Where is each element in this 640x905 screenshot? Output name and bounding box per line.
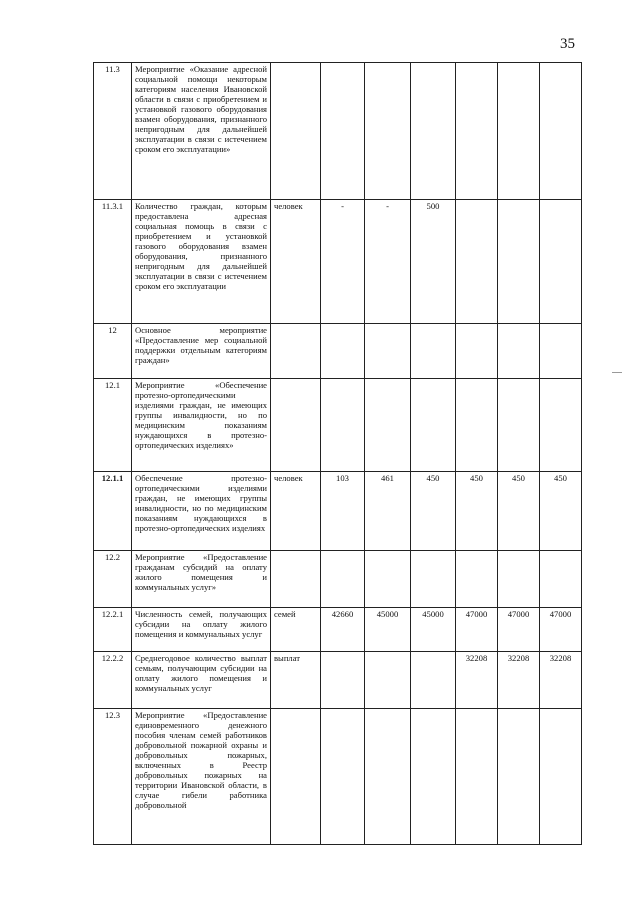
row-value <box>456 379 498 472</box>
row-description: Мероприятие «Обеспечение протезно-ортопедическими изделиями граждан, не имеющих группы инвалидности, но по медицинским показаниям нуждающихся в протезно-ортопедических изделиях» <box>132 379 271 472</box>
row-unit <box>271 379 321 472</box>
row-value <box>365 551 411 608</box>
row-value <box>365 709 411 845</box>
row-description: Среднегодовое количество выплат семьям, получающим субсидии на оплату жилого помещения и коммунальных услуг <box>132 652 271 709</box>
row-description: Мероприятие «Предоставление гражданам субсидий на оплату жилого помещения и коммунальных услуг» <box>132 551 271 608</box>
row-unit: семей <box>271 608 321 652</box>
row-value <box>321 379 365 472</box>
row-value <box>321 709 365 845</box>
page-number: 35 <box>560 36 575 52</box>
row-value: 47000 <box>498 608 540 652</box>
row-unit: человек <box>271 200 321 324</box>
row-description: Численность семей, получающих субсидии на оплату жилого помещения и коммунальных услуг <box>132 608 271 652</box>
row-description: Обеспечение протезно-ортопедическими изделиями граждан, не имеющих группы инвалидности, но по медицинским показаниям нуждающихся в протезно-ортопедических изделиях <box>132 472 271 551</box>
margin-mark <box>612 372 622 373</box>
row-value <box>365 324 411 379</box>
table-row <box>94 324 582 379</box>
row-value <box>540 63 582 200</box>
indicators-table <box>93 62 582 845</box>
row-value <box>498 379 540 472</box>
row-value <box>411 63 456 200</box>
row-value: - <box>365 200 411 324</box>
row-value <box>411 709 456 845</box>
row-description: Количество граждан, которым предоставлена адресная социальная помощь в связи с приобретением и установкой газового оборудования взамен оборудования, признанного непригодным для дальнейшей эксплуатации в связи с истечением сроком его эксплуатации <box>132 200 271 324</box>
row-value <box>540 324 582 379</box>
row-unit <box>271 324 321 379</box>
row-value <box>498 709 540 845</box>
row-value <box>456 63 498 200</box>
row-value <box>411 324 456 379</box>
row-number: 12 <box>94 324 132 379</box>
row-value <box>540 379 582 472</box>
row-unit: выплат <box>271 652 321 709</box>
row-value: - <box>321 200 365 324</box>
table-row <box>94 551 582 608</box>
row-description: Мероприятие «Оказание адресной социальной помощи некоторым категориям населения Ивановской области в связи с приобретением и установкой газового оборудования взамен оборудования, признанного непригодным для дальнейшей эксплуатации в связи с истечением сроком его эксплуатации» <box>132 63 271 200</box>
row-value <box>365 652 411 709</box>
table-row <box>94 379 582 472</box>
row-value <box>540 709 582 845</box>
row-value <box>456 324 498 379</box>
row-unit <box>271 709 321 845</box>
row-value <box>498 200 540 324</box>
row-number: 12.2 <box>94 551 132 608</box>
row-value: 47000 <box>456 608 498 652</box>
row-value: 461 <box>365 472 411 551</box>
row-number: 12.1.1 <box>94 472 132 551</box>
row-value: 45000 <box>411 608 456 652</box>
row-value: 450 <box>498 472 540 551</box>
row-unit <box>271 551 321 608</box>
row-unit <box>271 63 321 200</box>
row-value: 500 <box>411 200 456 324</box>
row-number: 12.2.1 <box>94 608 132 652</box>
row-value: 32208 <box>456 652 498 709</box>
table-row <box>94 63 582 200</box>
table-row <box>94 608 582 652</box>
row-value <box>498 324 540 379</box>
row-description: Основное мероприятие «Предоставление мер социальной поддержки отдельным категориям граждан» <box>132 324 271 379</box>
row-value: 42660 <box>321 608 365 652</box>
row-value <box>365 379 411 472</box>
row-value <box>456 200 498 324</box>
table-row <box>94 472 582 551</box>
row-value: 45000 <box>365 608 411 652</box>
row-value <box>411 379 456 472</box>
row-number: 12.1 <box>94 379 132 472</box>
row-value <box>540 200 582 324</box>
row-value: 103 <box>321 472 365 551</box>
row-unit: человек <box>271 472 321 551</box>
row-description: Мероприятие «Предоставление единовременного денежного пособия членам семей работников добровольной пожарной охраны и добровольных пожарных, включенных в Реестр добровольных пожарных на территории Ивановской области, в случае гибели работника добровольной <box>132 709 271 845</box>
row-value <box>498 63 540 200</box>
row-number: 11.3.1 <box>94 200 132 324</box>
row-value <box>411 551 456 608</box>
row-value <box>456 709 498 845</box>
row-value <box>321 324 365 379</box>
row-number: 12.3 <box>94 709 132 845</box>
row-number: 12.2.2 <box>94 652 132 709</box>
row-value: 32208 <box>498 652 540 709</box>
row-value: 450 <box>540 472 582 551</box>
row-value: 47000 <box>540 608 582 652</box>
row-value <box>498 551 540 608</box>
table-row <box>94 709 582 845</box>
row-number: 11.3 <box>94 63 132 200</box>
row-value <box>456 551 498 608</box>
row-value <box>411 652 456 709</box>
row-value <box>365 63 411 200</box>
row-value <box>321 551 365 608</box>
row-value <box>321 652 365 709</box>
row-value: 32208 <box>540 652 582 709</box>
table-row <box>94 200 582 324</box>
row-value: 450 <box>456 472 498 551</box>
row-value <box>321 63 365 200</box>
table-row <box>94 652 582 709</box>
row-value: 450 <box>411 472 456 551</box>
row-value <box>540 551 582 608</box>
